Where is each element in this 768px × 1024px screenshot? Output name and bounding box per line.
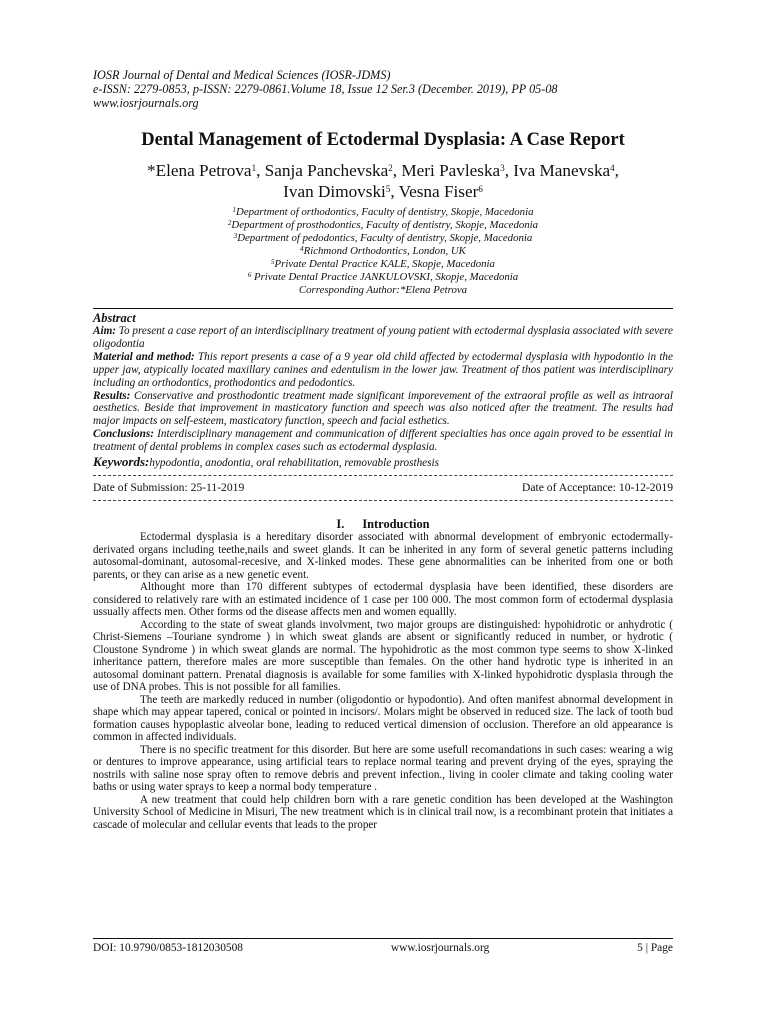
abstract-heading: Abstract: [93, 311, 136, 325]
journal-website[interactable]: www.iosrjournals.org: [93, 96, 199, 110]
section-heading: I. Introduction: [336, 517, 430, 532]
author-list: [93, 160, 673, 202]
affiliation: $^1$Department of orthodontics, Faculty of dentistry, Skopje, Macedonia: [232, 206, 534, 218]
keywords: Keywords:hypodontia, anodontia, oral rehabilitation, removable prosthesis: [93, 454, 439, 470]
paragraph: There is no specific treatment for this disorder. But here are some usefull recomandations in such cases: wearing a wig or dentures to improve appearance, using artificial tears to replace normal tearing and prevent drying of the eyes, spraying the nostrils with saline nose spray often to remove debris and prevent infection., living in cooler climate and taking cooling water baths or using water sprays to keep a normal body temperature .: [93, 743, 673, 794]
journal-issn: e-ISSN: 2279-0853, p-ISSN: 2279-0861.Volume 18, Issue 12 Ser.3 (December. 2019), PP 05-08: [93, 82, 558, 96]
affiliation: $^5$Private Dental Practice KALE, Skopje, Macedonia: [271, 258, 495, 270]
abstract-conclusions: Conclusions: Interdisciplinary management and communication of different specialties has once again proved to be essential in treatment of dental problems in complex cases such as ectodermal dysplasia.: [93, 428, 673, 454]
paragraph: The teeth are markedly reduced in number (oligodontio or hypodontio). And often manifest abnormal development in shape which may appear tapered, conical or pointed in incisors/. Molars might be observed in reduced size. The lack of tooth bud formation causes hypoplastic alveolar bone, leading to reduced vertical dimension of occlusion. Therefore an old appearance is common in affected individuals.: [93, 693, 673, 744]
author: Meri Pavleska$^3$,: [401, 161, 514, 180]
author: Ivan Dimovski$^5$,: [283, 182, 395, 201]
paper-page: [93, 68, 673, 831]
acceptance-date: Date of Acceptance: 10-12-2019: [522, 481, 673, 495]
footer-website[interactable]: www.iosrjournals.org: [390, 942, 490, 954]
section-body: [93, 531, 673, 831]
paragraph: Ectodermal dysplasia is a hereditary disorder associated with abnormal development of embryonic ectodermally-derivated organs including teethe,nails and sweet glands. It can be inherited in any form of several genetic patterns including autosomal-dominant, autosomal-recesive, and X-linked modes. These gene abnormalities can be inherited from one or both parents, or they can arise as a new genetic event.: [93, 531, 673, 581]
divider: [93, 500, 673, 501]
page-footer: [93, 938, 673, 955]
journal-name: IOSR Journal of Dental and Medical Sciences (IOSR-JDMS): [93, 68, 391, 82]
footer-doi: DOI: 10.9790/0853-1812030508: [93, 942, 243, 954]
journal-header: [93, 68, 673, 110]
affiliation: $^2$Department of prosthodontics, Faculty of dentistry, Skopje, Macedonia: [227, 219, 539, 231]
paragraph: According to the state of sweat glands involvment, two major groups are distinguished: hypohidrotic or anhydrotic ( Christ-Siemens –Touriane syndrome ) in which sweat glands are absent or significantly reduced in number, or hydrotic ( Cloustone Syndrome ) in which sweat glands are normal. The hypohidrotic as the most common type seems to show X-linked inheritance pattern, therefore males are more susceptible than females. On the other hand hydrotic type is inherited in an autosomal dominant pattern. Prenatal diagnosis is available for some families with X-linked hypohidrotic dysplasia through the use of DNA probes. This is not possible for all families.: [93, 618, 673, 694]
affiliation: $^4$Richmond Orthodontics, London, UK: [300, 245, 466, 257]
page-number: 5 | Page: [637, 942, 673, 954]
abstract-aim: Aim: To present a case report of an interdisciplinary treatment of young patient with ectodermal dysplasia associated with severe oligodontia: [93, 325, 673, 350]
dates-row: [93, 481, 673, 495]
paragraph: Althought more than 170 different subtypes of ectodermal dysplasia have been identified, these disorders are considered to relatively rare with an estimated incidence of 1 case per 100 000. The most common form of ectodermal dysplasia ussually affects men. Other forms od the disease affects men and women equallly.: [93, 581, 673, 619]
affiliation: $^6$ Private Dental Practice JANKULOVSKI, Skopje, Macedonia: [247, 271, 519, 283]
affiliation-list: [93, 206, 673, 297]
paper-title: Dental Management of Ectodermal Dysplasia: A Case Report: [141, 130, 625, 150]
author: Vesna Fiser$^6$: [398, 182, 483, 201]
author: Iva Manevska$^4$,: [513, 161, 619, 180]
corresponding-author: Corresponding Author:*Elena Petrova: [298, 284, 468, 296]
abstract-results: Results: Conservative and prosthodontic treatment made significant imporevement of the extraoral profile as well as intraoral aesthetics. Beside that improvement in masticatory function and speech was also noticed after the treatment. The results had major impacts on self-esteem, masticatory function, speech and facial esthetics.: [93, 389, 673, 428]
affiliation: $^3$Department of pedodontics, Faculty of dentistry, Skopje, Macedonia: [233, 232, 533, 244]
divider: [93, 475, 673, 476]
author: Sanja Panchevska$^2$,: [264, 161, 402, 180]
submission-date: Date of Submission: 25-11-2019: [93, 481, 245, 495]
abstract-method: Material and method: This report presents a case of a 9 year old child affected by ectodermal dysplasia with hypodontio in the upper jaw, atypically located maxillary canines and edentulism in the lower jaw. Treatment of thos patient was interdisciplinary including an orthodontics, prothodontics and pedodontics.: [93, 350, 673, 389]
author: *Elena Petrova$^1$,: [147, 161, 265, 180]
abstract: [93, 308, 673, 470]
paragraph: A new treatment that could help children born with a rare genetic condition has been developed at the Washington University School of Medicine in Misuri, The new treatment which is in clinical trail now, is a recombinant protein that initiates a cascade of molecular and cellular events that leads to the proper: [93, 793, 673, 831]
